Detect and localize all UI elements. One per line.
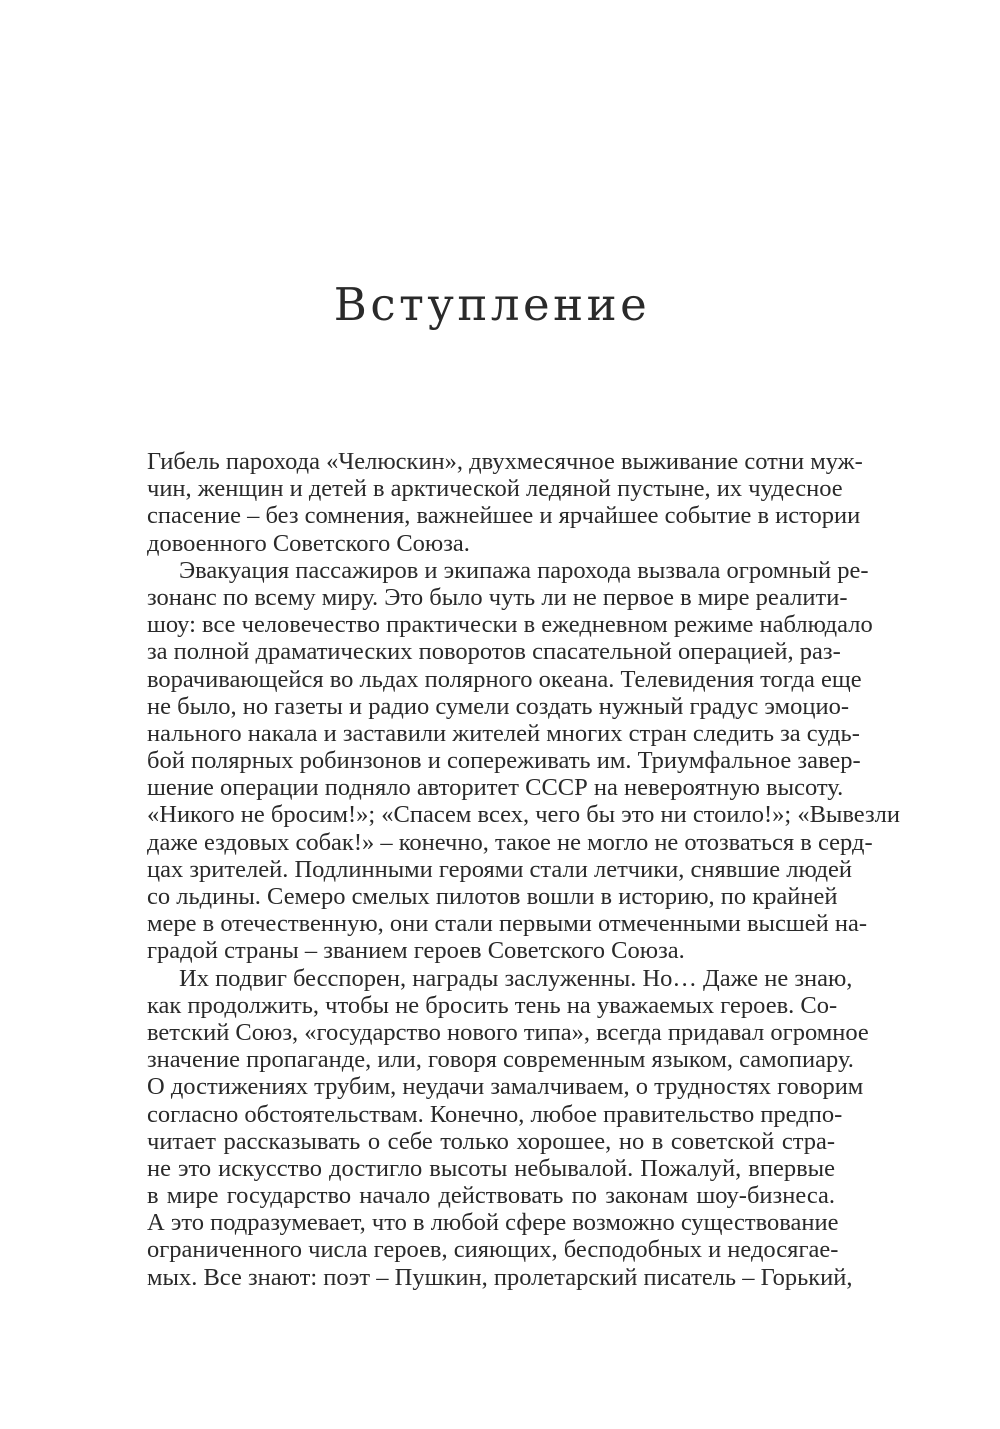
text-line: читает рассказывать о себе только хорошее, но в советской стра- bbox=[147, 1127, 835, 1155]
text-line: О достижениях трубим, неудачи замалчиваем, о трудностях говорим bbox=[147, 1073, 864, 1101]
text-line: за полной драматических поворотов спасательной операцией, раз- bbox=[147, 638, 841, 666]
text-line: как продолжить, чтобы не бросить тень на уважаемых героев. Со- bbox=[147, 991, 838, 1019]
text-line: бой полярных робинзонов и сопереживать им. Триумфальное завер- bbox=[147, 747, 861, 775]
text-line: градой страны – званием героев Советского Союза. bbox=[147, 937, 685, 965]
text-line: ветский Союз, «государство нового типа», всегда придавал огромное bbox=[147, 1018, 869, 1046]
text-line: мых. Все знают: поэт – Пушкин, пролетарский писатель – Горький, bbox=[147, 1263, 853, 1291]
text-line: зонанс по всему миру. Это было чуть ли не первое в мире реалити- bbox=[147, 583, 848, 611]
text-line: согласно обстоятельствам. Конечно, любое правительство предпо- bbox=[147, 1100, 843, 1128]
chapter-title: Вступление bbox=[333, 278, 651, 331]
text-line: шение операции подняло авторитет СССР на невероятную высоту. bbox=[147, 774, 844, 802]
text-line: Эвакуация пассажиров и экипажа парохода вызвала огромный ре- bbox=[179, 556, 869, 584]
text-line: не это искусство достигло высоты небывалой. Пожалуй, впервые bbox=[147, 1154, 835, 1182]
text-line: довоенного Советского Союза. bbox=[147, 529, 470, 557]
text-line: мере в отечественную, они стали первыми отмеченными высшей на- bbox=[147, 910, 868, 938]
text-line: А это подразумевает, что в любой сфере возможно существование bbox=[147, 1209, 839, 1237]
text-line: значение пропаганде, или, говоря современным языком, самопиару. bbox=[147, 1046, 854, 1074]
text-line: Их подвиг бесспорен, награды заслуженны. Но… Даже не знаю, bbox=[179, 964, 853, 992]
text-line: не было, но газеты и радио сумели создать нужный градус эмоцио- bbox=[147, 692, 850, 720]
text-line: ограниченного числа героев, сияющих, бесподобных и недосягае- bbox=[147, 1236, 839, 1264]
body-text bbox=[147, 448, 900, 1291]
text-line: нального накала и заставили жителей многих стран следить за судь- bbox=[147, 719, 860, 747]
text-line: спасение – без сомнения, важнейшее и ярчайшее событие в истории bbox=[147, 502, 861, 530]
text-line: со льдины. Семеро смелых пилотов вошли в историю, по крайней bbox=[147, 883, 838, 910]
text-line: «Никого не бросим!»; «Спасем всех, чего бы это ни стоило!»; «Вывезли bbox=[147, 801, 900, 829]
text-line: шоу: все человечество практически в ежедневном режиме наблюдало bbox=[147, 611, 873, 639]
text-line: даже ездовых собак!» – конечно, такое не могло не отозваться в серд- bbox=[147, 828, 873, 856]
text-line: ворачивающейся во льдах полярного океана. Телевидения тогда еще bbox=[147, 665, 862, 693]
text-line: Гибель парохода «Челюскин», двухмесячное выживание сотни муж- bbox=[147, 448, 863, 475]
text-line: в мире государство начало действовать по законам шоу-бизнеса. bbox=[147, 1182, 835, 1210]
text-line: цах зрителей. Подлинными героями стали летчики, снявшие людей bbox=[147, 855, 853, 883]
text-line: чин, женщин и детей в арктической ледяной пустыне, их чудесное bbox=[147, 475, 843, 503]
